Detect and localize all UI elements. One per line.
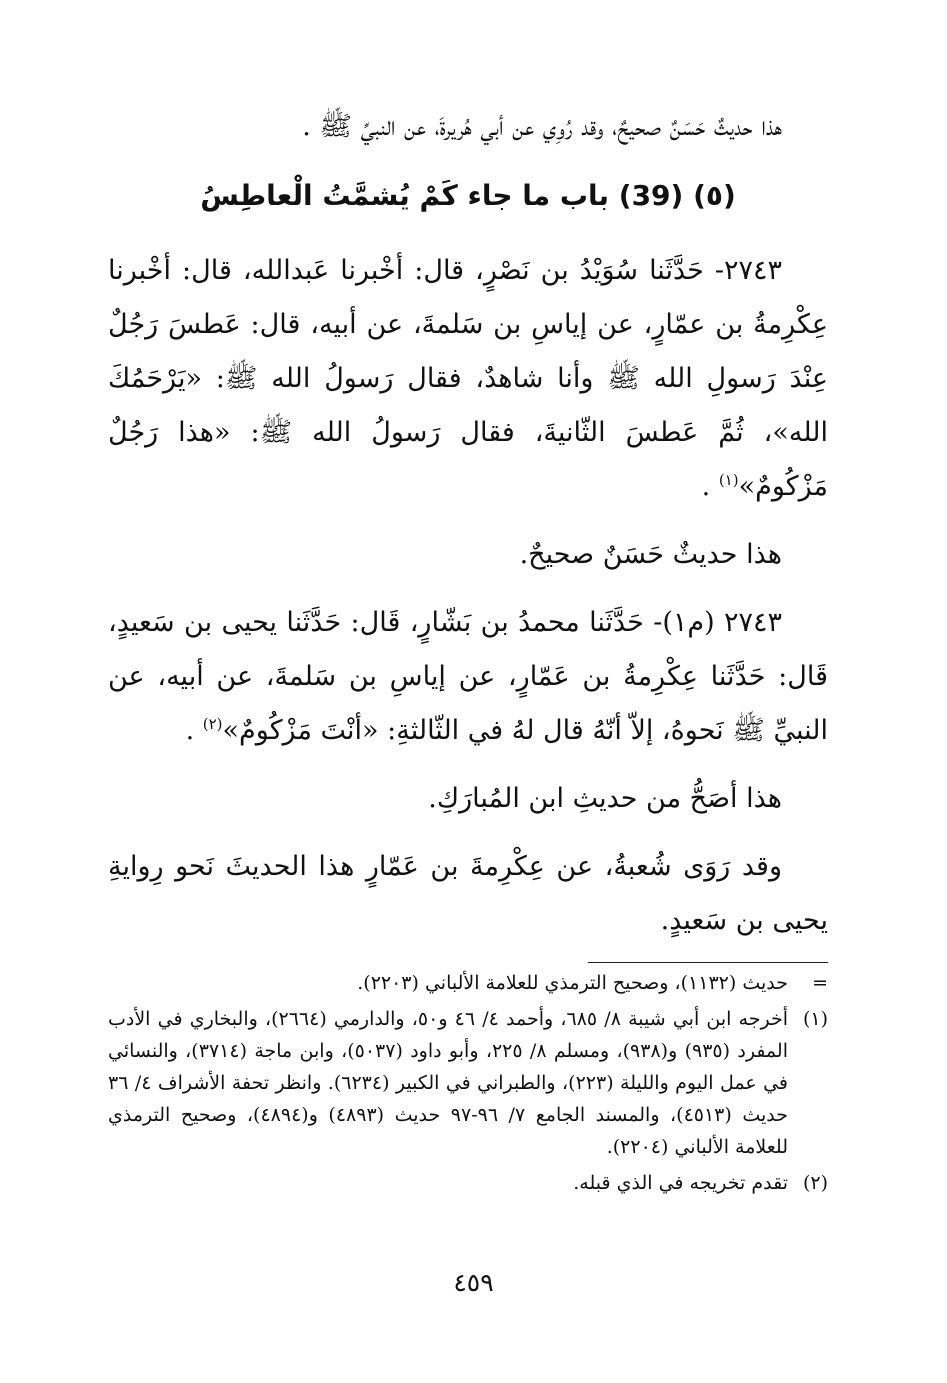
hadith-2743-m1 <box>108 596 828 758</box>
footnote-text: تقدم تخريجه في الذي قبله. <box>573 1172 788 1194</box>
footnote-marker: = <box>812 972 828 994</box>
footnote-item <box>108 1003 828 1163</box>
footnote-marker: (١) <box>802 1008 828 1030</box>
footnote-ref-1: (١) <box>718 471 739 489</box>
footnote-ref-2: (٢) <box>202 715 223 733</box>
footnote-item <box>108 967 828 999</box>
footnote-item <box>108 1167 828 1199</box>
grading-hadith-2743: هذا حديثٌ حَسَنٌ صحيحٌ. <box>519 539 782 570</box>
grading-previous-hadith: هذا حديثٌ حَسَنٌ صحيحٌ، وقد رُوِي عن أبي هُريرةَ، عن النبيِّ ﷺ . <box>302 111 782 142</box>
hadith-2743-text: ٢٧٤٣- حَدَّثَنا سُوَيْدُ بن نَصْرٍ، قال: أخْبرنا عَبدالله، قال: أخْبرنا عِكْرِمةُ بن عمّارٍ، عن إياسِ بن سَلمةَ، عن أبيه، قال: عَطسَ رَجُلٌ عِنْدَ رَسولِ الله ﷺ وأنا شاهدٌ، فقال رَسولُ الله ﷺ: «يَرْحَمُكَ الله»، ثُمَّ عَطسَ الثّانيةَ، فقال رَسولُ الله ﷺ: «هذا رَجُلٌ مَزْكُومٌ» <box>108 255 828 502</box>
page-number: ٤٥٩ <box>453 1268 494 1297</box>
hadith-2743-m1-end: . <box>185 715 203 746</box>
closing-note: وقد رَوَى شُعبةُ، عن عِكْرِمةَ بن عَمّارٍ هذا الحديثَ نَحو رِوايةِ يحيى بن سَعيدٍ. <box>108 851 828 936</box>
footnote-separator <box>108 962 828 963</box>
footnotes <box>108 967 828 1199</box>
hadith-2743 <box>108 244 828 514</box>
footnote-text: أخرجه ابن أبي شيبة ٨/ ٦٨٥، وأحمد ٤/ ٤٦ و٥٠، والدارمي (٢٦٦٤)، والبخاري في الأدب المفرد (٩٣٥) و(٩٣٨)، ومسلم ٨/ ٢٢٥، وأبو داود (٥٠٣٧)، وابن ماجة (٣٧١٤)، والنسائي في عمل اليوم والليلة (٢٢٣)، والطبراني في الكبير (٦٢٣٤). وانظر تحفة الأشراف ٤/ ٣٦ حديث (٤٥١٣)، والمسند الجامع ٧/ ٩٦-٩٧ حديث (٤٨٩٣) و(٤٨٩٤)، وصحيح الترمذي للعلامة الألباني (٢٢٠٤). <box>108 1008 789 1158</box>
hadith-2743-m1-text: ٢٧٤٣ (م١)- حَدَّثَنا محمدُ بن بَشّارٍ، قَال: حَدَّثَنا يحيى بن سَعيدٍ، قَال: حَدَّثَنا عِكْرِمةُ بن عَمّارٍ، عن إياسِ بن سَلمةَ، عن أبيه، عن النبيِّ ﷺ نَحوهُ، إلاّ أنّهُ قال لهُ في الثّالثةِ: «أنْتَ مَزْكُومٌ» <box>108 607 828 746</box>
footnote-marker: (٢) <box>802 1172 828 1194</box>
grading-hadith-2743-m1: هذا أصَحُّ من حديثِ ابن المُبارَكِ. <box>428 783 782 814</box>
footnote-text: حديث (١١٣٢)، وصحيح الترمذي للعلامة الألباني (٢٢٠٣). <box>357 972 788 994</box>
page-content <box>108 100 828 1199</box>
chapter-heading: (٥) (39) باب ما جاء كَمْ يُشمَّتُ الْعاطِسُ <box>200 179 736 212</box>
hadith-2743-end: . <box>701 471 719 502</box>
